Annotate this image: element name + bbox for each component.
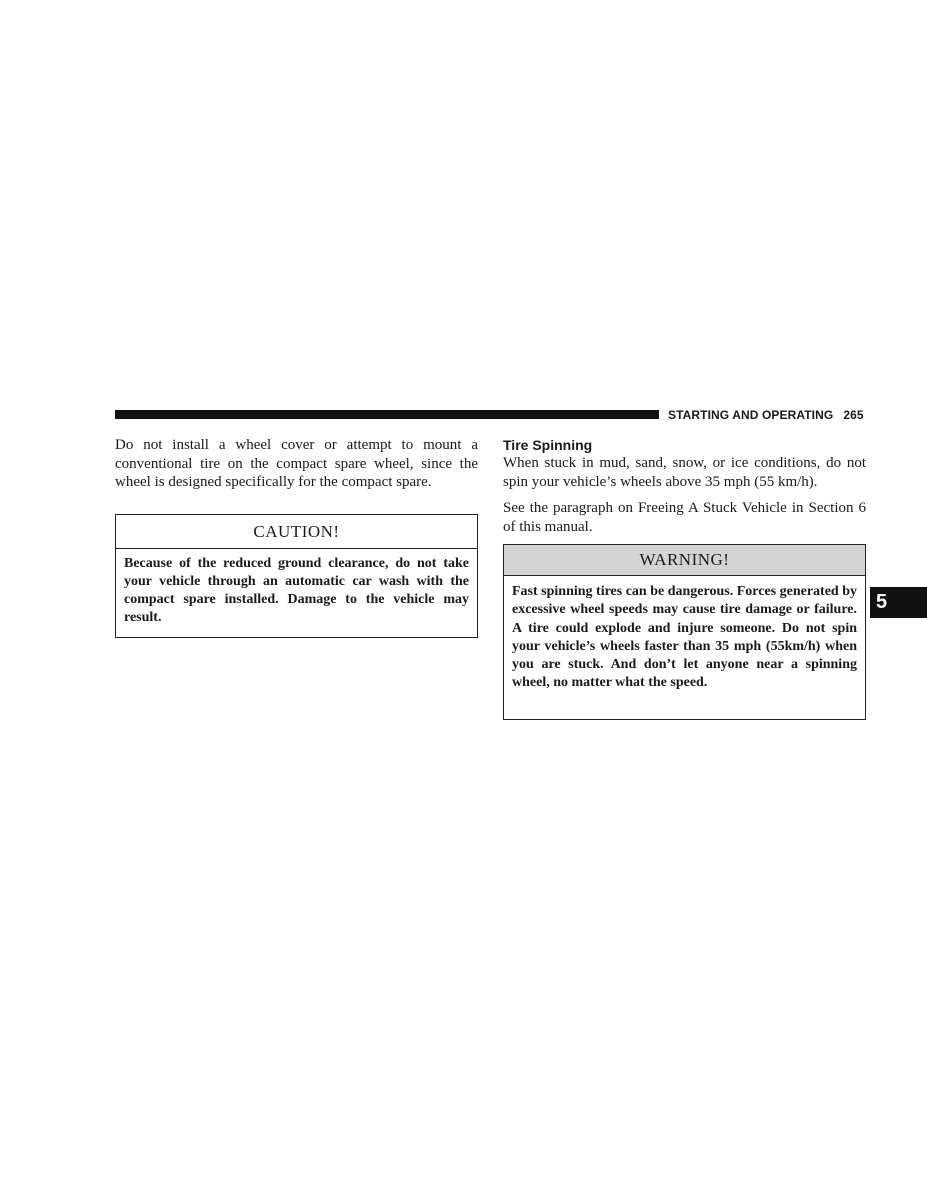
warning-box bbox=[503, 544, 866, 720]
spare-wheel-paragraph: Do not install a wheel cover or attempt to mount a conventional tire on the compact spare wheel, since the wheel is designed specifically for the compact spare. bbox=[115, 437, 478, 490]
running-header bbox=[668, 408, 864, 422]
tire-spinning-paragraph: When stuck in mud, sand, snow, or ice conditions, do not spin your vehicle’s wheels above 35 mph (55 km/h). bbox=[503, 455, 866, 490]
right-column bbox=[503, 436, 866, 720]
header-rule bbox=[115, 410, 659, 419]
tire-spinning-heading: Tire Spinning bbox=[503, 437, 593, 453]
caution-box bbox=[115, 514, 478, 638]
warning-text: Fast spinning tires can be dangerous. Forces generated by excessive wheel speeds may cause tire damage or failure. A tire could explode and injure someone. Do not spin your vehicle’s wheels faster than 35 mph (55km/h) when you are stuck. And don’t let anyone near a spinning wheel, no matter what the speed. bbox=[512, 584, 857, 691]
section-tab: 5 bbox=[870, 587, 927, 618]
caution-text: Because of the reduced ground clearance, do not take your vehicle through an automatic car wash with the compact spare installed. Damage to the vehicle may result. bbox=[124, 555, 469, 626]
warning-title: WARNING! bbox=[504, 545, 865, 576]
section-title: STARTING AND OPERATING bbox=[668, 408, 834, 422]
caution-title: CAUTION! bbox=[116, 515, 477, 549]
left-column bbox=[115, 436, 478, 638]
freeing-vehicle-paragraph: See the paragraph on Freeing A Stuck Vehicle in Section 6 of this manual. bbox=[503, 500, 866, 535]
page-number: 265 bbox=[843, 408, 864, 422]
